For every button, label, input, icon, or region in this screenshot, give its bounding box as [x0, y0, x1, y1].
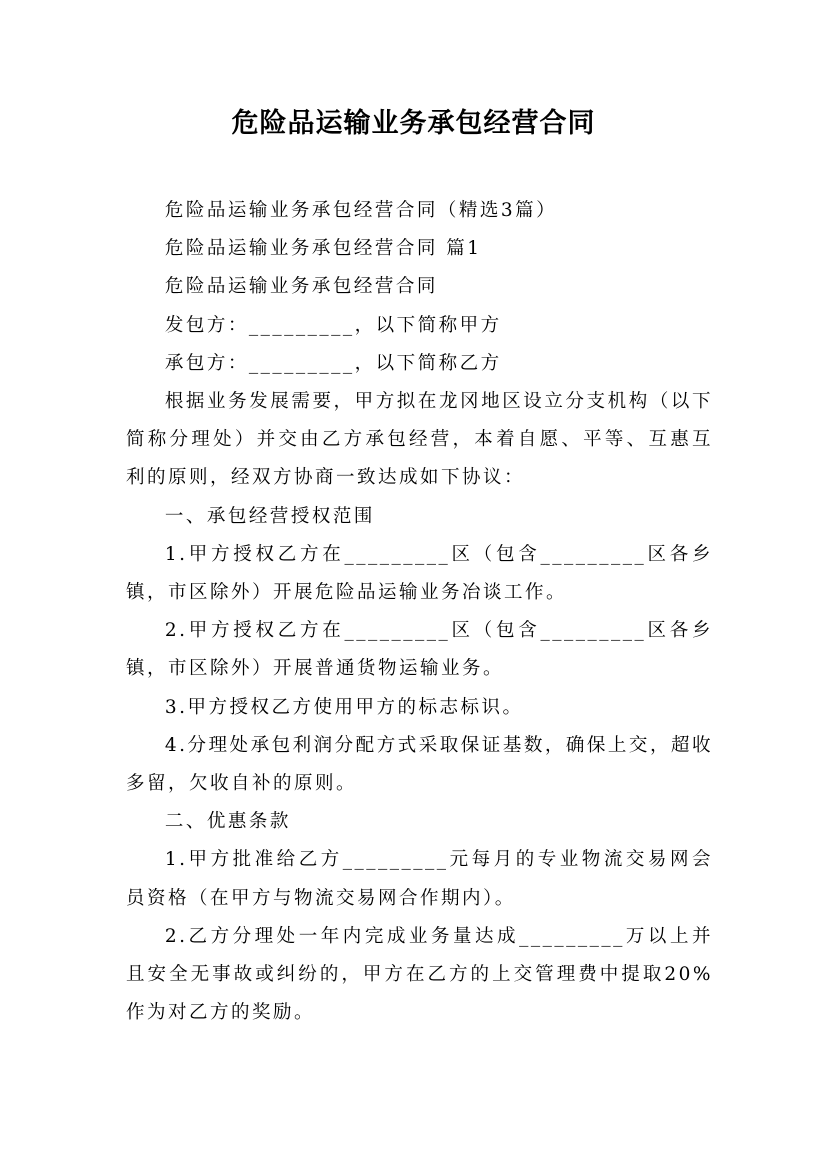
- paragraph-clause-1-1: 1.甲方授权乙方在_________区（包含_________区各乡镇，市区除外）开展危险品运输业务冶谈工作。: [126, 543, 713, 604]
- paragraph-section-heading: 危险品运输业务承包经营合同 篇1: [164, 238, 482, 260]
- paragraph-contract-name: 危险品运输业务承包经营合同: [164, 276, 438, 298]
- paragraph-clause-1-2: 2.甲方授权乙方在_________区（包含_________区各乡镇，市区除外）开展普通货物运输业务。: [126, 620, 713, 680]
- paragraph-party-a: 发包方：_________，以下简称甲方: [164, 314, 502, 336]
- paragraph-clause-1-4: 4.分理处承包利润分配方式采取保证基数，确保上交，超收多留，欠收自补的原则。: [126, 734, 713, 795]
- paragraph-clause-2-2: 2.乙方分理处一年内完成业务量达成_________万以上并且安全无事故或纠纷的，甲方在乙方的上交管理费中提取20%作为对乙方的奖励。: [126, 925, 713, 1024]
- paragraph-clause-1-3: 3.甲方授权乙方使用甲方的标志标识。: [164, 696, 524, 718]
- document-title: 危险品运输业务承包经营合同: [231, 108, 596, 139]
- paragraph-heading-benefits: 二、优惠条款: [164, 811, 291, 833]
- paragraph-clause-2-1: 1.甲方批准给乙方_________元每月的专业物流交易网会员资格（在甲方与物流交易网合作期内）。: [126, 849, 713, 909]
- paragraph-preamble: 根据业务发展需要，甲方拟在龙冈地区设立分支机构（以下简称分理处）并交由乙方承包经营，本着自愿、平等、互惠互利的原则，经双方协商一致达成如下协议：: [126, 391, 713, 489]
- document-body: [126, 192, 713, 1032]
- paragraph-heading-scope: 一、承包经营授权范围: [164, 505, 375, 527]
- paragraph-party-b: 承包方：_________，以下简称乙方: [164, 352, 502, 374]
- paragraph-subtitle: 危险品运输业务承包经营合同（精选3篇）: [164, 200, 558, 221]
